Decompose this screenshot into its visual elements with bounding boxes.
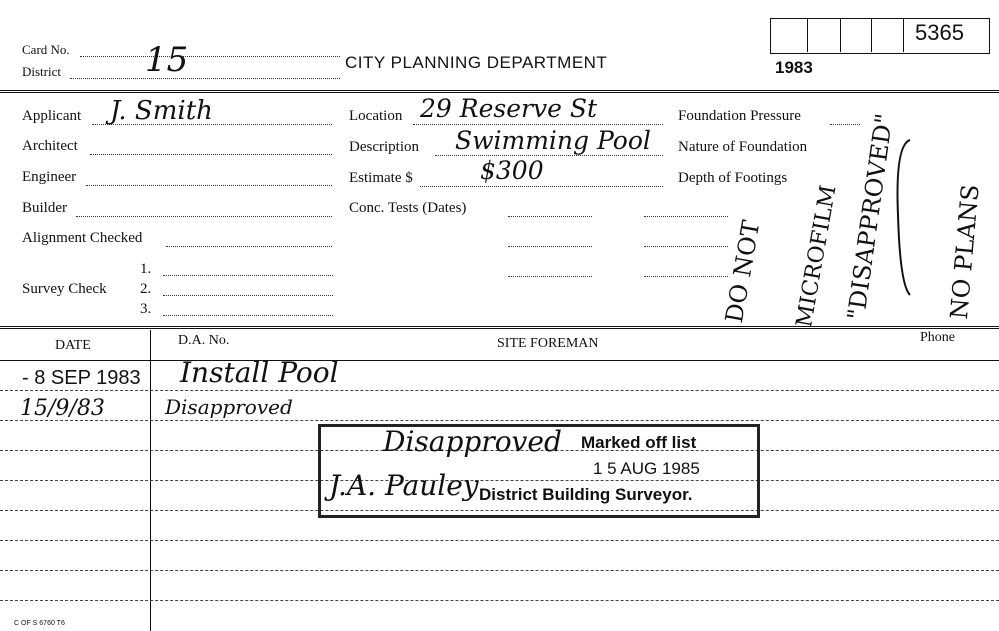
district-line xyxy=(70,78,340,79)
estimate-value: $300 xyxy=(480,156,544,185)
alignment-label: Alignment Checked xyxy=(22,230,143,246)
alignment-line xyxy=(166,246,332,247)
note-do-not: DO NOT xyxy=(720,218,766,325)
survey-line-1 xyxy=(163,275,333,276)
stamp-handwriting: Disapproved xyxy=(383,425,562,458)
builder-line xyxy=(76,216,332,217)
applicant-value: J. Smith xyxy=(110,96,213,126)
box-divider xyxy=(871,18,872,52)
architect-label: Architect xyxy=(22,138,78,154)
conc-tests-line-6 xyxy=(644,276,728,277)
header-rule xyxy=(0,90,999,93)
survey-item-2: 2. xyxy=(140,281,152,297)
page-title: CITY PLANNING DEPARTMENT xyxy=(345,53,608,72)
table-rule xyxy=(0,600,999,601)
nature-of-foundation-label: Nature of Foundation xyxy=(678,139,808,155)
file-number: 5365 xyxy=(915,20,964,45)
box-divider xyxy=(903,18,904,52)
conc-tests-line-2 xyxy=(508,246,592,247)
engineer-line xyxy=(86,185,332,186)
note-microfilm: MICROFILM xyxy=(792,183,842,330)
depth-of-footings-label: Depth of Footings xyxy=(678,170,788,186)
stamp-surveyor: District Building Surveyor. xyxy=(479,485,693,504)
table-rule xyxy=(0,420,999,421)
foundation-pressure-label: Foundation Pressure xyxy=(678,108,801,124)
stamp-marked-off: Marked off list xyxy=(581,433,697,452)
box-divider xyxy=(807,18,808,52)
site-foreman-header: SITE FOREMAN xyxy=(497,336,599,351)
applicant-label: Applicant xyxy=(22,108,82,124)
location-line xyxy=(413,124,663,125)
table-rule xyxy=(0,360,999,361)
table-top-rule xyxy=(0,326,999,329)
district-label: District xyxy=(22,64,61,79)
estimate-label: Estimate $ xyxy=(349,170,413,186)
builder-label: Builder xyxy=(22,200,67,216)
description-label: Description xyxy=(349,139,419,155)
da-no-header: D.A. No. xyxy=(178,333,230,348)
conc-tests-line-1 xyxy=(508,216,592,217)
location-value: 29 Reserve St xyxy=(420,94,597,123)
table-rule xyxy=(0,390,999,391)
conc-tests-line-4 xyxy=(644,216,728,217)
stamp-date: 1 5 AUG 1985 xyxy=(593,459,700,478)
description-line xyxy=(435,155,663,156)
card-no-line xyxy=(80,56,340,57)
conc-tests-line-5 xyxy=(644,246,728,247)
conc-tests-line-3 xyxy=(508,276,592,277)
table-rule xyxy=(0,570,999,571)
card-no-label: Card No. xyxy=(22,42,70,57)
year: 1983 xyxy=(775,58,813,77)
note-no-plans: NO PLANS xyxy=(945,183,985,321)
table-row-date: 15/9/83 xyxy=(20,396,105,421)
location-label: Location xyxy=(349,108,403,124)
estimate-line xyxy=(420,186,663,187)
phone-header: Phone xyxy=(920,330,955,345)
survey-item-3: 3. xyxy=(140,301,152,317)
engineer-label: Engineer xyxy=(22,169,77,185)
bracket-mark xyxy=(890,135,920,300)
survey-line-3 xyxy=(163,315,333,316)
table-row-entry: Disapproved xyxy=(165,395,293,419)
note-disapproved: "DISAPPROVED" xyxy=(842,111,899,322)
marked-off-stamp xyxy=(318,424,760,518)
survey-line-2 xyxy=(163,295,333,296)
table-rule xyxy=(0,540,999,541)
architect-line xyxy=(90,154,332,155)
survey-check-label: Survey Check xyxy=(22,281,107,297)
conc-tests-label: Conc. Tests (Dates) xyxy=(349,200,467,216)
table-row-entry: Install Pool xyxy=(180,356,339,389)
box-divider xyxy=(840,18,841,52)
table-row-date: - 8 SEP 1983 xyxy=(22,367,141,389)
description-value: Swimming Pool xyxy=(455,126,651,155)
stamp-signature: J.A. Pauley xyxy=(329,469,479,502)
survey-item-1: 1. xyxy=(140,261,152,277)
date-header: DATE xyxy=(55,338,91,353)
card-no-value: 15 xyxy=(145,40,189,80)
foundation-pressure-line xyxy=(830,124,860,125)
form-code: C OF S 6760 T6 xyxy=(14,620,65,627)
